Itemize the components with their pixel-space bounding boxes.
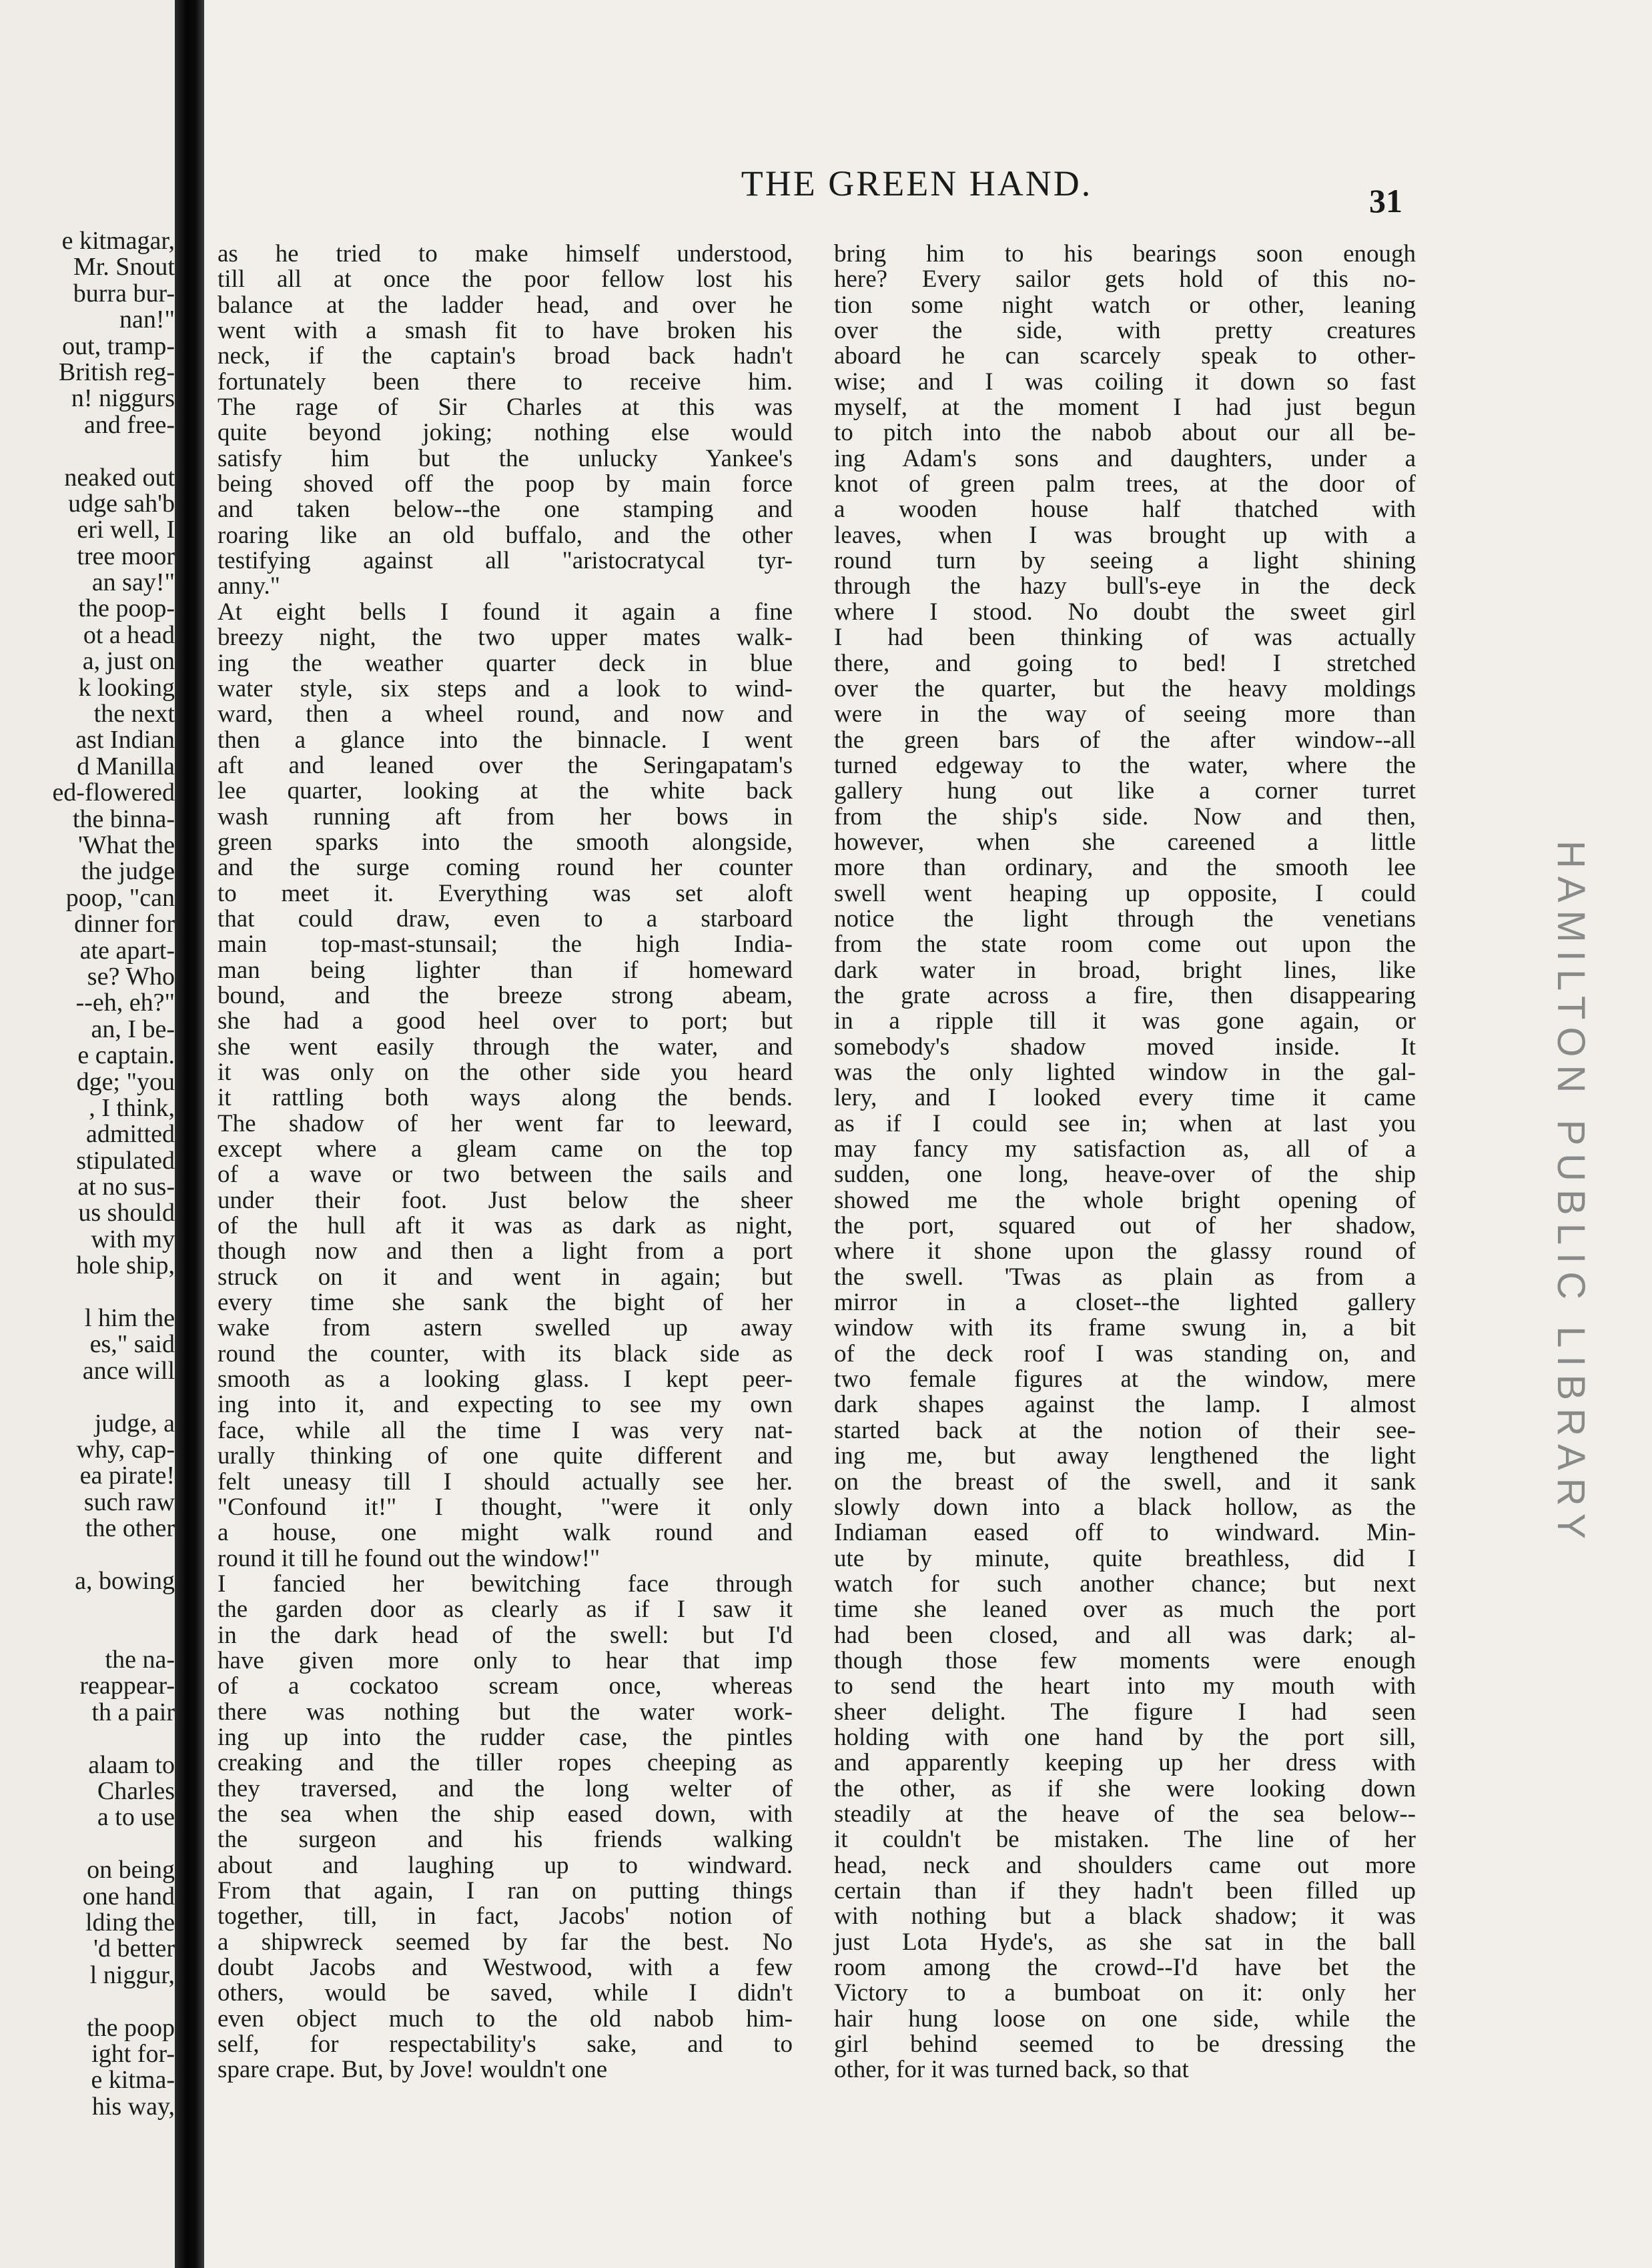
text-line: the other, as if she were looking down <box>834 1774 1416 1802</box>
text-line: round turn by seeing a light shining <box>834 547 1416 575</box>
text-line: breezy night, the two upper mates walk- <box>218 624 793 652</box>
text-line: sudden, one long, heave-over of the ship <box>834 1161 1416 1189</box>
text-line: to send the heart into my mouth with <box>834 1672 1416 1700</box>
text-line: e kitma- <box>91 2067 175 2094</box>
text-line: it couldn't be mistaken. The line of her <box>834 1826 1416 1854</box>
text-line: ight for- <box>91 2041 175 2068</box>
text-line: struck on it and went in again; but <box>218 1263 793 1291</box>
text-line: gallery hung out like a corner turret <box>834 777 1416 805</box>
text-line: have given more only to hear that imp <box>218 1646 793 1674</box>
text-line: round it till he found out the window!" <box>218 1544 600 1572</box>
text-line: head, neck and shoulders came out more <box>834 1851 1416 1879</box>
text-line: where I stood. No doubt the sweet girl <box>834 598 1416 626</box>
text-line: went with a smash fit to have broken his <box>218 317 793 345</box>
text-line: the binna- <box>72 806 175 832</box>
text-line: ate apart- <box>79 937 175 964</box>
text-line: steadily at the heave of the sea below-- <box>834 1800 1416 1828</box>
text-line <box>0 1542 175 1568</box>
text-line: and free- <box>83 412 175 439</box>
text-line: tion some night watch or other, leaning <box>834 291 1416 319</box>
text-line: certain than if they hadn't been filled up <box>834 1877 1416 1904</box>
text-line: roaring like an old buffalo, and the other <box>218 521 793 549</box>
text-line: admitted <box>86 1121 175 1148</box>
text-line: being shoved off the poop by main force <box>218 470 793 498</box>
text-line: dge; "you <box>76 1069 175 1095</box>
text-line: At eight bells I found it again a fine <box>218 598 793 626</box>
text-line <box>0 1621 175 1647</box>
text-line: bring him to his bearings soon enough <box>834 240 1416 267</box>
text-line: e kitmagar, <box>61 228 175 255</box>
text-line: where it shone upon the glassy round of <box>834 1237 1416 1265</box>
book-gutter <box>175 0 204 2268</box>
text-line: an say!" <box>91 570 175 596</box>
text-line: ance will <box>82 1357 175 1385</box>
text-line: they traversed, and the long welter of <box>218 1774 793 1802</box>
text-line: together, till, in fact, Jacobs' notion of <box>218 1902 793 1930</box>
text-line: wise; and I was coiling it down so fast <box>834 368 1416 396</box>
text-line <box>0 1831 175 1857</box>
text-line: one hand <box>82 1883 175 1910</box>
book-page <box>204 0 1652 2268</box>
text-line: ing into it, and expecting to see my own <box>218 1391 793 1419</box>
text-line: and taken below--the one stamping and <box>218 496 793 524</box>
text-line: anny." <box>218 572 280 600</box>
text-line: mirror in a closet--the lighted gallery <box>834 1289 1416 1317</box>
text-line: the swell. 'Twas as plain as from a <box>834 1263 1416 1291</box>
text-line: the next <box>93 701 175 728</box>
facing-page-text <box>0 228 175 2120</box>
text-line: of a wave or two between the sails and <box>218 1161 793 1189</box>
text-line: From that again, I ran on putting things <box>218 1877 793 1904</box>
text-line: ward, then a wheel round, and now and <box>218 700 793 728</box>
text-line: of the hull aft it was as dark as night, <box>218 1212 793 1240</box>
text-line: under their foot. Just below the sheer <box>218 1186 793 1214</box>
text-line: green sparks into the smooth alongside, <box>218 828 793 856</box>
text-line: a, just on <box>82 648 175 675</box>
text-line: quite beyond joking; nothing else would <box>218 419 793 447</box>
text-line: that could draw, even to a starboard <box>218 905 793 933</box>
text-line: was the only lighted window in the gal- <box>834 1059 1416 1086</box>
text-line: somebody's shadow moved inside. It <box>834 1033 1416 1061</box>
text-line: the garden door as clearly as if I saw it <box>218 1596 793 1624</box>
text-column-left <box>218 241 793 2083</box>
text-line: on the breast of the swell, and it sank <box>834 1468 1416 1496</box>
text-line: us should <box>78 1200 175 1227</box>
text-line: holding with one hand by the port sill, <box>834 1723 1416 1751</box>
text-line <box>0 1726 175 1752</box>
text-line: slowly down into a black hollow, as the <box>834 1493 1416 1521</box>
text-line: a wooden house half thatched with <box>834 496 1416 524</box>
text-line: it rattling both ways along the bends. <box>218 1084 793 1112</box>
text-line: through the hazy bull's-eye in the deck <box>834 572 1416 600</box>
text-line: till all at once the poor fellow lost his <box>218 265 793 294</box>
text-line: self, for respectability's sake, and to <box>218 2031 793 2059</box>
text-line: nan!" <box>119 307 175 334</box>
text-line: the poop <box>87 2015 175 2041</box>
text-line: with nothing but a black shadow; it was <box>834 1902 1416 1930</box>
text-line: here? Every sailor gets hold of this no- <box>834 265 1416 294</box>
text-line: however, when she careened a little <box>834 828 1416 856</box>
text-line: the surgeon and his friends walking <box>218 1826 793 1854</box>
text-line: Mr. Snout <box>73 254 175 281</box>
text-line: hair hung loose on one side, while the <box>834 2005 1416 2033</box>
text-line: The rage of Sir Charles at this was <box>218 394 793 422</box>
text-line: tree moor <box>77 543 175 570</box>
text-line: Victory to a bumboat on it: only her <box>834 1979 1416 2007</box>
text-line: the port, squared out of her shadow, <box>834 1212 1416 1240</box>
text-line: doubt Jacobs and Westwood, with a few <box>218 1954 793 1982</box>
text-line: even object much to the old nabob him- <box>218 2005 793 2033</box>
text-line: British reg- <box>58 359 175 386</box>
text-line: there was nothing but the water work- <box>218 1698 793 1726</box>
text-line: judge, a <box>94 1410 175 1437</box>
running-head: THE GREEN HAND. <box>741 163 1093 203</box>
text-line: se? Who <box>87 963 175 991</box>
text-line: over the quarter, but the heavy moldings <box>834 674 1416 702</box>
text-line: a shipwreck seemed by far the best. No <box>218 1928 793 1956</box>
text-line: from the state room come out upon the <box>834 931 1416 959</box>
text-line: the grate across a fire, then disappearing <box>834 981 1416 1009</box>
text-line: had been closed, and all was dark; al- <box>834 1621 1416 1649</box>
text-line: ing the weather quarter deck in blue <box>218 649 793 677</box>
text-line: why, cap- <box>76 1436 175 1464</box>
text-line: showed me the whole bright opening of <box>834 1186 1416 1214</box>
text-line: girl behind seemed to be dressing the <box>834 2031 1416 2059</box>
text-line: lding the <box>85 1910 175 1936</box>
text-line <box>0 1989 175 2015</box>
text-line: just Lota Hyde's, as she sat in the ball <box>834 1928 1416 1956</box>
text-line: dinner for <box>74 911 175 938</box>
text-line: wake from astern swelled up away <box>218 1314 793 1342</box>
text-line: aboard he can scarcely speak to other- <box>834 342 1416 370</box>
text-line: hole ship, <box>76 1253 175 1279</box>
text-line: a, bowing <box>75 1568 175 1595</box>
text-line: may fancy my satisfaction as, all of a <box>834 1135 1416 1163</box>
text-line: other, for it was turned back, so that <box>834 2056 1189 2084</box>
text-line: a to use <box>97 1804 175 1831</box>
text-line: alaam to <box>88 1752 175 1779</box>
text-line: two female figures at the window, mere <box>834 1365 1416 1393</box>
facing-page-edge <box>0 0 175 2268</box>
text-line: Indiaman eased off to windward. Min- <box>834 1519 1416 1547</box>
text-line: e captain. <box>77 1043 175 1069</box>
text-line: though now and then a light from a port <box>218 1237 793 1265</box>
text-line: ot a head <box>83 622 175 649</box>
text-line: burra bur- <box>73 280 175 308</box>
text-line: bound, and the breeze strong abeam, <box>218 981 793 1009</box>
library-stamp: HAMILTON PUBLIC LIBRARY <box>1549 840 1593 1548</box>
text-line: creaking and the tiller ropes cheeping as <box>218 1749 793 1777</box>
text-line: myself, at the moment I had just begun <box>834 394 1416 422</box>
text-line: room among the crowd--I'd have bet the <box>834 1954 1416 1982</box>
text-line: I fancied her bewitching face through <box>218 1570 793 1598</box>
text-line: ute by minute, quite breathless, did I <box>834 1544 1416 1572</box>
text-line: there, and going to bed! I stretched <box>834 649 1416 677</box>
text-line: stipulated <box>76 1147 175 1175</box>
text-line: as if I could see in; when at last you <box>834 1109 1416 1137</box>
text-line: except where a gleam came on the top <box>218 1135 793 1163</box>
text-line: others, would be saved, while I didn't <box>218 1979 793 2007</box>
text-line: dark water in broad, bright lines, like <box>834 956 1416 984</box>
text-line: spare crape. But, by Jove! wouldn't one <box>218 2056 608 2084</box>
text-line: in the dark head of the swell: but I'd <box>218 1621 793 1649</box>
text-line: n! niggurs <box>71 386 175 412</box>
text-line: --eh, eh?" <box>75 990 175 1017</box>
text-line: the green bars of the after window--all <box>834 726 1416 754</box>
text-line: and apparently keeping up her dress with <box>834 1749 1416 1777</box>
text-line <box>0 438 175 464</box>
text-line: to pitch into the nabob about our all be- <box>834 419 1416 447</box>
text-line: the judge <box>81 859 175 885</box>
text-line: man being lighter than if homeward <box>218 956 793 984</box>
text-column-right <box>834 241 1416 2083</box>
text-line: more than ordinary, and the smooth lee <box>834 854 1416 882</box>
text-line: poop, "can <box>65 885 175 912</box>
text-line: the other <box>85 1516 175 1542</box>
text-line: 'What the <box>77 832 175 859</box>
text-line: neck, if the captain's broad back hadn't <box>218 342 793 370</box>
text-line: she had a good heel over to port; but <box>218 1007 793 1035</box>
text-line: the poop- <box>78 596 175 622</box>
text-line: over the side, with pretty creatures <box>834 317 1416 345</box>
text-line: ast Indian <box>75 727 175 754</box>
text-line: urally thinking of one quite different and <box>218 1442 793 1470</box>
text-line: d Manilla <box>77 753 175 780</box>
text-line: turned edgeway to the water, where the <box>834 751 1416 779</box>
text-line <box>0 1384 175 1410</box>
text-line: fortunately been there to receive him. <box>218 368 793 396</box>
text-line: neaked out <box>64 464 175 491</box>
text-line: water style, six steps and a look to wind- <box>218 674 793 702</box>
text-line: The shadow of her went far to leeward, <box>218 1109 793 1137</box>
text-line: smooth as a looking glass. I kept peer- <box>218 1365 793 1393</box>
text-line: face, while all the time I was very nat- <box>218 1416 793 1444</box>
text-line: ing me, but away lengthened the light <box>834 1442 1416 1470</box>
text-line: main top-mast-stunsail; the high India- <box>218 931 793 959</box>
text-line: ed-flowered <box>52 780 175 806</box>
text-line: on being <box>87 1857 175 1884</box>
text-line: udge sah'b <box>68 490 175 518</box>
text-line: "Confound it!" I thought, "were it only <box>218 1493 793 1521</box>
text-line: l niggur, <box>89 1962 175 1989</box>
text-line: ing Adam's sons and daughters, under a <box>834 444 1416 472</box>
text-line <box>0 1279 175 1305</box>
text-line: 'd better <box>93 1936 175 1962</box>
text-line: knot of green palm trees, at the door of <box>834 470 1416 498</box>
text-line: to meet it. Everything was set aloft <box>218 879 793 907</box>
text-line: at no sus- <box>77 1174 175 1201</box>
text-line: as he tried to make himself understood, <box>218 240 793 267</box>
text-line: eri well, I <box>77 517 175 544</box>
text-line: Charles <box>97 1778 175 1805</box>
text-line: of a cockatoo scream once, whereas <box>218 1672 793 1700</box>
text-line: such raw <box>83 1489 175 1516</box>
text-line: were in the way of seeing more than <box>834 700 1416 728</box>
text-line: wash running aft from her bows in <box>218 802 793 830</box>
text-line: es," said <box>89 1331 175 1358</box>
text-line: and the surge coming round her counter <box>218 854 793 882</box>
text-line: l him the <box>84 1305 175 1332</box>
text-line: started back at the notion of their see- <box>834 1416 1416 1444</box>
text-line: an, I be- <box>91 1016 175 1043</box>
text-line: felt uneasy till I should actually see her. <box>218 1468 793 1496</box>
text-line: the na- <box>105 1647 175 1674</box>
page-number: 31 <box>1369 182 1402 219</box>
text-line: with my <box>91 1226 175 1253</box>
text-line: watch for such another chance; but next <box>834 1570 1416 1598</box>
text-line: th a pair <box>91 1699 175 1726</box>
text-line: though those few moments were enough <box>834 1646 1416 1674</box>
text-line: reappear- <box>79 1673 175 1700</box>
text-line: dark shapes against the lamp. I almost <box>834 1391 1416 1419</box>
text-line: leaves, when I was brought up with a <box>834 521 1416 549</box>
text-line: lee quarter, looking at the white back <box>218 777 793 805</box>
text-line: every time she sank the bight of her <box>218 1289 793 1317</box>
text-line: ing up into the rudder case, the pintles <box>218 1723 793 1751</box>
text-line: time she leaned over as much the port <box>834 1596 1416 1624</box>
text-line: about and laughing up to windward. <box>218 1851 793 1879</box>
text-line: from the ship's side. Now and then, <box>834 802 1416 830</box>
text-line: of the deck roof I was standing on, and <box>834 1339 1416 1367</box>
text-line: it was only on the other side you heard <box>218 1059 793 1086</box>
text-line: , I think, <box>89 1095 175 1122</box>
text-line: out, tramp- <box>62 333 175 360</box>
text-line: testifying against all "aristocratycal tyr- <box>218 547 793 575</box>
text-line: satisfy him but the unlucky Yankee's <box>218 444 793 472</box>
text-line: then a glance into the binnacle. I went <box>218 726 793 754</box>
text-line: balance at the ladder head, and over he <box>218 291 793 319</box>
text-line: she went easily through the water, and <box>218 1033 793 1061</box>
text-line: k looking <box>78 674 175 702</box>
text-line: lery, and I looked every time it came <box>834 1084 1416 1112</box>
text-line: aft and leaned over the Seringapatam's <box>218 751 793 779</box>
text-line: I had been thinking of was actually <box>834 624 1416 652</box>
text-line: notice the light through the venetians <box>834 905 1416 933</box>
text-line: ea pirate! <box>79 1463 175 1490</box>
text-line: window with its frame swung in, a bit <box>834 1314 1416 1342</box>
text-line: a house, one might walk round and <box>218 1519 793 1547</box>
text-line: sheer delight. The figure I had seen <box>834 1698 1416 1726</box>
text-line: in a ripple till it was gone again, or <box>834 1007 1416 1035</box>
text-line: the sea when the ship eased down, with <box>218 1800 793 1828</box>
text-line <box>0 1594 175 1620</box>
text-line: his way, <box>91 2093 175 2121</box>
text-line: swell went heaping up opposite, I could <box>834 879 1416 907</box>
text-line: round the counter, with its black side as <box>218 1339 793 1367</box>
